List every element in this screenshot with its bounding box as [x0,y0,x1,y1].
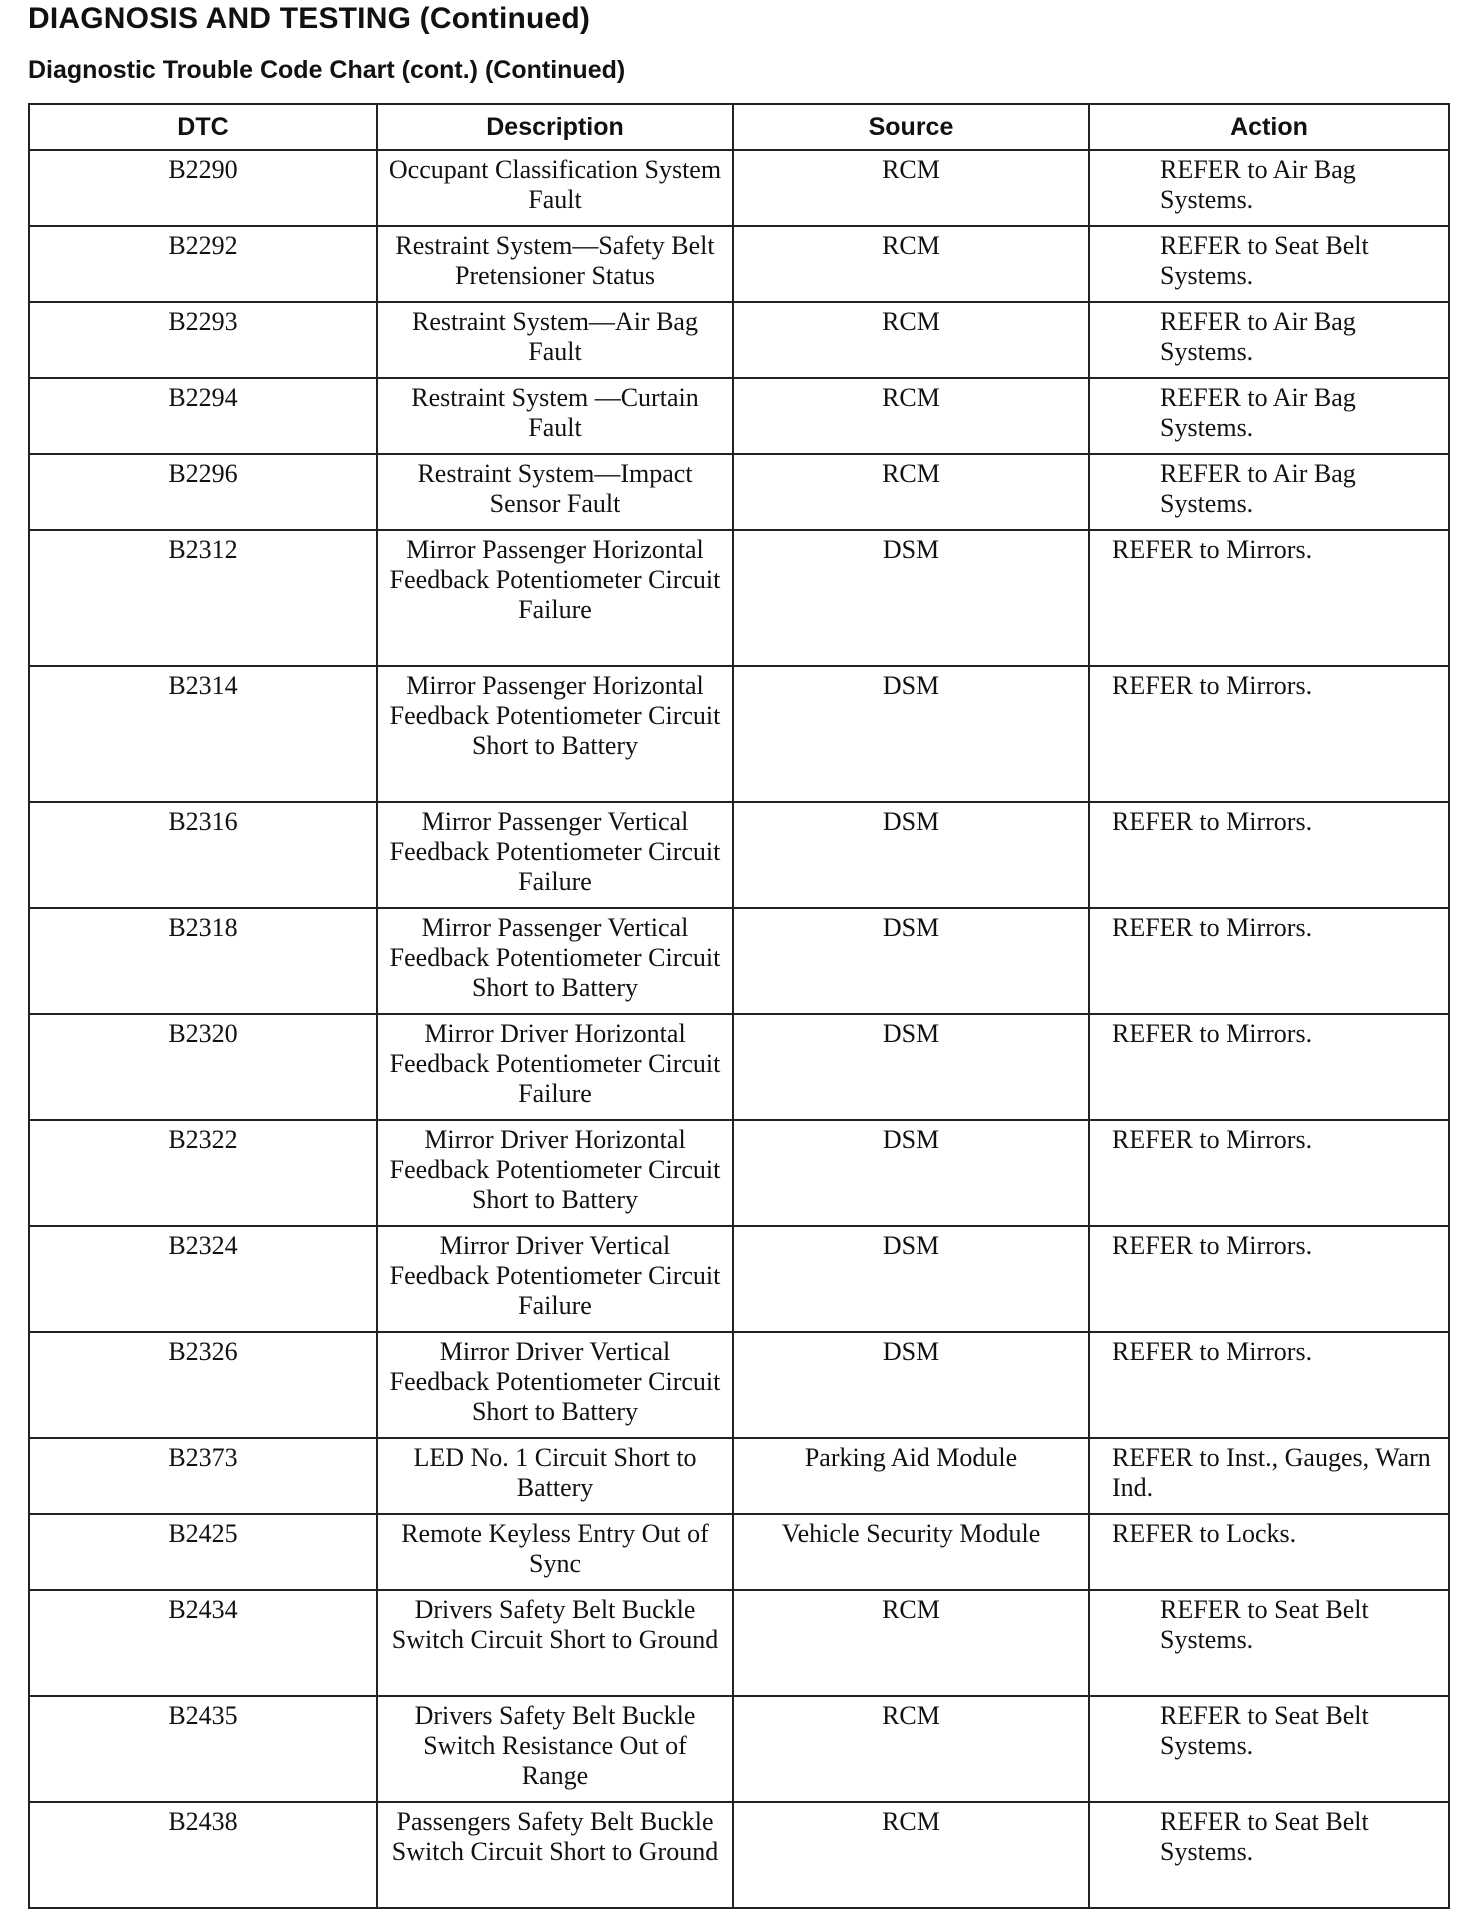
table-row [29,802,1449,908]
dtc-action: REFER to Air Bag Systems. [1089,302,1449,378]
table-row [29,1014,1449,1120]
table-row [29,302,1449,378]
dtc-description: Restraint System —Curtain Fault [377,378,733,454]
dtc-description: Restraint System—Safety Belt Pretensioner Status [377,226,733,302]
dtc-action: REFER to Mirrors. [1089,908,1449,1014]
page-heading: DIAGNOSIS AND TESTING (Continued) [28,2,591,35]
table-row [29,1590,1449,1696]
header-source: Source [733,104,1089,150]
dtc-action: REFER to Mirrors. [1089,802,1449,908]
dtc-code: B2373 [29,1438,377,1514]
header-action: Action [1089,104,1449,150]
table-row [29,1514,1449,1590]
dtc-source: DSM [733,666,1089,802]
dtc-description: Mirror Driver Horizontal Feedback Potentiometer Circuit Short to Battery [377,1120,733,1226]
dtc-code: B2316 [29,802,377,908]
dtc-description: Remote Keyless Entry Out of Sync [377,1514,733,1590]
table-row [29,1438,1449,1514]
dtc-code: B2292 [29,226,377,302]
table-header-row [29,104,1449,150]
chart-subheading: Diagnostic Trouble Code Chart (cont.) (Continued) [28,56,626,84]
dtc-action: REFER to Seat Belt Systems. [1089,226,1449,302]
table-row [29,530,1449,666]
dtc-source: Vehicle Security Module [733,1514,1089,1590]
dtc-source: DSM [733,1014,1089,1120]
dtc-description: Mirror Driver Vertical Feedback Potentiometer Circuit Failure [377,1226,733,1332]
table-row [29,454,1449,530]
dtc-source: DSM [733,1120,1089,1226]
dtc-code: B2294 [29,378,377,454]
dtc-table [28,103,1450,1909]
dtc-description: Mirror Driver Horizontal Feedback Potentiometer Circuit Failure [377,1014,733,1120]
dtc-action: REFER to Locks. [1089,1514,1449,1590]
dtc-source: RCM [733,378,1089,454]
dtc-description: Drivers Safety Belt Buckle Switch Circuit Short to Ground [377,1590,733,1696]
dtc-code: B2324 [29,1226,377,1332]
dtc-description: Mirror Passenger Vertical Feedback Potentiometer Circuit Short to Battery [377,908,733,1014]
dtc-description: Mirror Passenger Vertical Feedback Potentiometer Circuit Failure [377,802,733,908]
header-dtc: DTC [29,104,377,150]
table-row [29,908,1449,1014]
table-row [29,1802,1449,1908]
dtc-action: REFER to Air Bag Systems. [1089,378,1449,454]
dtc-source: DSM [733,1332,1089,1438]
dtc-code: B2318 [29,908,377,1014]
dtc-source: RCM [733,454,1089,530]
dtc-description: Restraint System—Impact Sensor Fault [377,454,733,530]
dtc-action: REFER to Mirrors. [1089,1014,1449,1120]
dtc-source: DSM [733,802,1089,908]
dtc-code: B2314 [29,666,377,802]
dtc-source: RCM [733,1590,1089,1696]
dtc-source: RCM [733,226,1089,302]
dtc-action: REFER to Air Bag Systems. [1089,150,1449,226]
table-row [29,378,1449,454]
dtc-action: REFER to Seat Belt Systems. [1089,1802,1449,1908]
dtc-action: REFER to Mirrors. [1089,1332,1449,1438]
dtc-action: REFER to Air Bag Systems. [1089,454,1449,530]
table-row [29,226,1449,302]
dtc-source: RCM [733,1802,1089,1908]
table-row [29,150,1449,226]
table-row [29,1120,1449,1226]
dtc-source: RCM [733,150,1089,226]
dtc-code: B2438 [29,1802,377,1908]
table-row [29,666,1449,802]
dtc-source: RCM [733,1696,1089,1802]
dtc-action: REFER to Mirrors. [1089,1120,1449,1226]
dtc-description: Occupant Classification System Fault [377,150,733,226]
dtc-description: Mirror Passenger Horizontal Feedback Potentiometer Circuit Short to Battery [377,666,733,802]
dtc-code: B2425 [29,1514,377,1590]
dtc-source: Parking Aid Module [733,1438,1089,1514]
dtc-description: Mirror Passenger Horizontal Feedback Potentiometer Circuit Failure [377,530,733,666]
dtc-code: B2326 [29,1332,377,1438]
dtc-code: B2322 [29,1120,377,1226]
dtc-description: Drivers Safety Belt Buckle Switch Resistance Out of Range [377,1696,733,1802]
dtc-action: REFER to Mirrors. [1089,530,1449,666]
dtc-code: B2312 [29,530,377,666]
dtc-source: DSM [733,530,1089,666]
table-row [29,1226,1449,1332]
table-row [29,1332,1449,1438]
dtc-code: B2320 [29,1014,377,1120]
dtc-source: DSM [733,908,1089,1014]
dtc-action: REFER to Inst., Gauges, Warn Ind. [1089,1438,1449,1514]
dtc-code: B2293 [29,302,377,378]
dtc-action: REFER to Seat Belt Systems. [1089,1696,1449,1802]
dtc-code: B2434 [29,1590,377,1696]
dtc-description: Restraint System—Air Bag Fault [377,302,733,378]
header-description: Description [377,104,733,150]
dtc-description: Mirror Driver Vertical Feedback Potentiometer Circuit Short to Battery [377,1332,733,1438]
dtc-action: REFER to Mirrors. [1089,1226,1449,1332]
dtc-source: DSM [733,1226,1089,1332]
table-row [29,1696,1449,1802]
dtc-description: Passengers Safety Belt Buckle Switch Circuit Short to Ground [377,1802,733,1908]
dtc-code: B2290 [29,150,377,226]
dtc-action: REFER to Mirrors. [1089,666,1449,802]
dtc-source: RCM [733,302,1089,378]
dtc-code: B2296 [29,454,377,530]
dtc-description: LED No. 1 Circuit Short to Battery [377,1438,733,1514]
dtc-code: B2435 [29,1696,377,1802]
dtc-action: REFER to Seat Belt Systems. [1089,1590,1449,1696]
